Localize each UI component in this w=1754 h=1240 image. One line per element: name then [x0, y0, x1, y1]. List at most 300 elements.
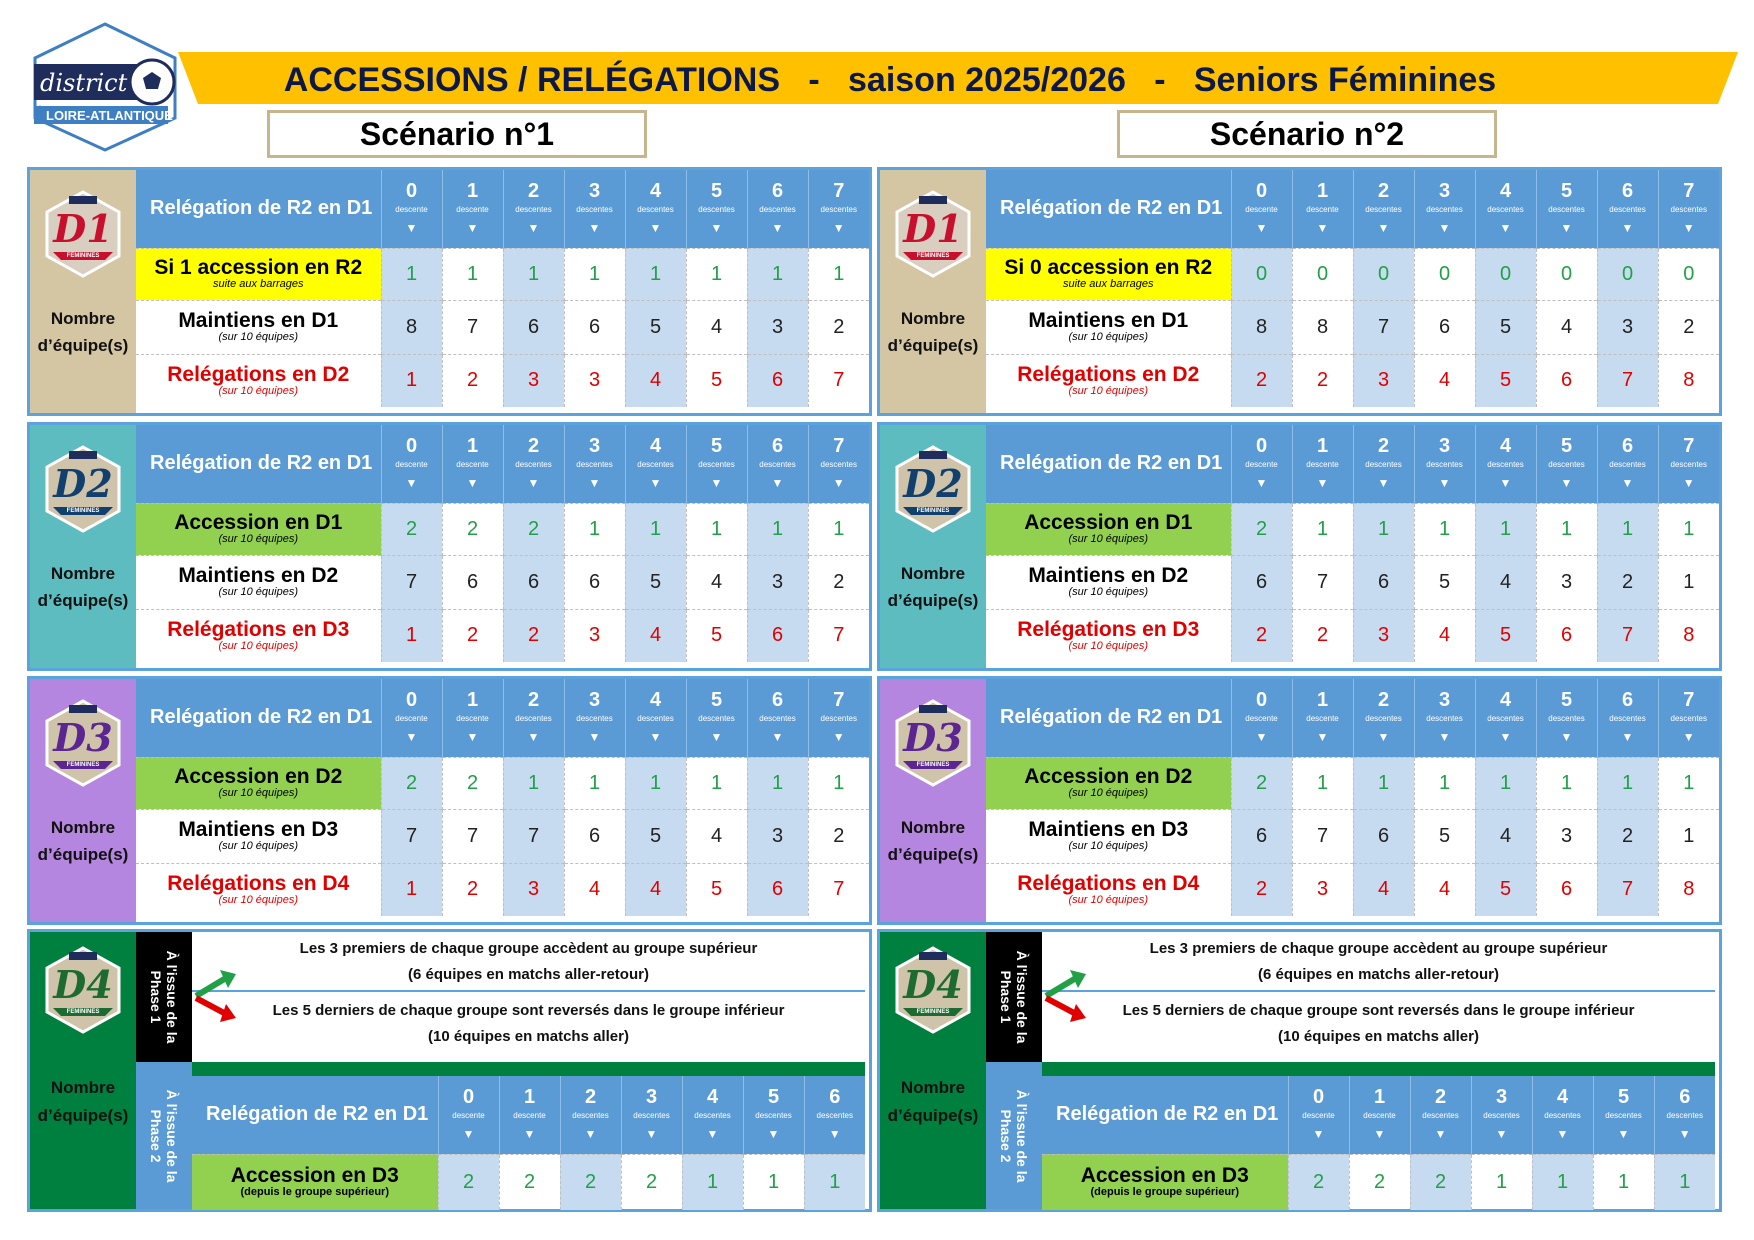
nombre-label: Nombre	[900, 564, 966, 583]
scenario1-d2-block	[27, 422, 872, 671]
column-descente: descente	[1245, 460, 1278, 469]
row-label	[986, 609, 1231, 662]
d1-badge-logo	[893, 188, 973, 280]
row-label-main: Accession en D3	[230, 1164, 399, 1188]
table-cell: 1	[1475, 757, 1536, 809]
row-label-sub: (sur 10 équipes)	[218, 533, 298, 545]
d1-badge-text: D1	[53, 206, 113, 251]
chevron-down-icon: ▼	[588, 730, 601, 744]
d2-side-panel	[880, 425, 986, 668]
chevron-down-icon: ▼	[1678, 1127, 1691, 1141]
column-descente: descentes	[1605, 1111, 1642, 1120]
logo-district-text: district	[40, 69, 128, 97]
table-cell: 4	[625, 354, 686, 407]
table-cell: 6	[1536, 863, 1597, 916]
table-cell: 1	[808, 757, 869, 809]
column-descente: descente	[1245, 205, 1278, 214]
column-header	[503, 170, 564, 248]
chevron-down-icon: ▼	[405, 221, 418, 235]
chevron-down-icon: ▼	[1434, 1127, 1447, 1141]
table-cell: 1	[808, 248, 869, 300]
chevron-down-icon: ▼	[1495, 1127, 1508, 1141]
row-label	[136, 300, 381, 354]
row-label	[136, 555, 381, 609]
chevron-down-icon: ▼	[1682, 476, 1695, 490]
column-number: 4	[649, 180, 662, 202]
column-number: 2	[584, 1086, 597, 1108]
column-descente: descente	[395, 205, 428, 214]
column-number: 4	[1499, 180, 1512, 202]
d1-badge-subtext: FEMININES	[66, 253, 100, 259]
column-header	[1536, 679, 1597, 757]
green-separator	[1042, 1062, 1715, 1076]
column-descente: descentes	[637, 714, 674, 723]
column-header	[1536, 170, 1597, 248]
column-header	[686, 170, 747, 248]
table-cell: 3	[1597, 300, 1658, 354]
table-cell: 4	[625, 863, 686, 916]
column-descente: descentes	[1670, 714, 1707, 723]
table-cell: 7	[1292, 555, 1353, 609]
table-cell: 5	[1475, 354, 1536, 407]
table-cell: 2	[1410, 1154, 1471, 1210]
table-cell: 2	[1292, 609, 1353, 662]
row-label-main: Maintiens en D2	[1028, 564, 1189, 587]
table-cell: 2	[1231, 503, 1292, 555]
column-descente: descentes	[759, 205, 796, 214]
column-number: 7	[1683, 689, 1695, 711]
table-cell: 2	[808, 555, 869, 609]
table-cell: 6	[1353, 555, 1414, 609]
column-descente: descentes	[694, 1111, 731, 1120]
table-cell: 3	[747, 300, 808, 354]
chevron-down-icon: ▼	[1373, 1127, 1386, 1141]
table-cell: 1	[686, 248, 747, 300]
row-label-sub: (sur 10 équipes)	[1068, 787, 1148, 799]
row-label-main: Si 0 accession en R2	[1004, 256, 1213, 279]
column-header	[503, 679, 564, 757]
nombre-label: Nombre	[50, 309, 116, 328]
column-header	[1353, 170, 1414, 248]
column-descente: descente	[456, 205, 489, 214]
column-descente: descentes	[755, 1111, 792, 1120]
row-label	[136, 609, 381, 662]
chevron-down-icon: ▼	[645, 1127, 658, 1141]
d1-badge-subtext: FEMININES	[916, 253, 950, 259]
column-number: 6	[771, 435, 784, 457]
d1-table	[136, 170, 869, 407]
header-label: Relégation de R2 en D1	[986, 425, 1231, 503]
column-number: 6	[1621, 180, 1634, 202]
table-cell: 7	[1597, 354, 1658, 407]
row-label-sub: (sur 10 équipes)	[218, 384, 298, 397]
column-header	[564, 679, 625, 757]
column-descente: descente	[395, 460, 428, 469]
table-cell: 1	[1471, 1154, 1532, 1210]
table-cell: 4	[564, 863, 625, 916]
row-label-main: Maintiens en D1	[178, 309, 339, 332]
page-title: ACCESSIONS / RELÉGATIONS - saison 2025/2026 - Seniors Féminines	[283, 61, 1497, 99]
row-label-main: Si 1 accession en R2	[154, 256, 363, 279]
table-cell: 2	[442, 609, 503, 662]
logo-loire-text: LOIRE-ATLANTIQUE	[46, 108, 173, 123]
chevron-down-icon: ▼	[767, 1127, 780, 1141]
column-number: 2	[1377, 689, 1390, 711]
column-header	[1292, 425, 1353, 503]
column-header	[1292, 679, 1353, 757]
table-cell: 4	[1414, 609, 1475, 662]
column-header	[747, 170, 808, 248]
column-header	[1292, 170, 1353, 248]
relegation-line-2: (10 équipes en matchs aller)	[1278, 1028, 1479, 1045]
row-label	[136, 354, 381, 407]
table-cell: 6	[747, 863, 808, 916]
column-descente: descentes	[572, 1111, 609, 1120]
table-cell: 1	[1475, 503, 1536, 555]
column-header	[564, 425, 625, 503]
table-cell: 1	[442, 248, 503, 300]
table-cell: 1	[503, 248, 564, 300]
phase-2-label: À l'issue de la Phase 2	[148, 1089, 180, 1182]
phase-1-relegation-message	[1042, 994, 1715, 1054]
d3-badge-subtext: FEMININES	[916, 762, 950, 768]
table-cell: 2	[442, 757, 503, 809]
column-header	[1414, 170, 1475, 248]
d4-badge-subtext: FEMININES	[66, 1009, 100, 1015]
row-label	[136, 809, 381, 863]
column-descente: descentes	[515, 714, 552, 723]
column-number: 1	[466, 689, 479, 711]
chevron-down-icon: ▼	[771, 476, 784, 490]
column-descente: descentes	[698, 714, 735, 723]
table-cell: 4	[1353, 863, 1414, 916]
table-row	[986, 248, 1719, 300]
column-number: 5	[710, 180, 723, 202]
chevron-down-icon: ▼	[1312, 1127, 1325, 1141]
chevron-down-icon: ▼	[1621, 221, 1634, 235]
column-number: 0	[405, 689, 418, 711]
row-label-main: Relégations en D3	[1017, 617, 1200, 641]
chevron-down-icon: ▼	[523, 1127, 536, 1141]
column-number: 5	[1560, 435, 1573, 457]
table-cell: 3	[747, 555, 808, 609]
d3-table	[986, 679, 1719, 916]
relegation-line-1: Les 5 derniers de chaque groupe sont reversés dans le groupe inférieur	[272, 1002, 785, 1019]
column-descente: descente	[1245, 714, 1278, 723]
table-cell: 2	[808, 809, 869, 863]
scenario2-d1-block	[877, 167, 1722, 416]
row-label	[986, 300, 1231, 354]
table-cell: 2	[808, 300, 869, 354]
table-cell: 3	[503, 863, 564, 916]
column-number: 0	[405, 180, 418, 202]
column-number: 7	[833, 435, 845, 457]
promotion-line-1: Les 3 premiers de chaque groupe accèdent au groupe supérieur	[299, 940, 758, 957]
chevron-down-icon: ▼	[1377, 221, 1390, 235]
d4-side-panel	[30, 932, 136, 1209]
d3-badge-logo	[43, 697, 123, 789]
phase-1-label-box	[136, 932, 192, 1062]
row-label-main: Relégations en D3	[167, 617, 350, 641]
table-cell: 1	[686, 503, 747, 555]
d4-badge-text: D4	[53, 962, 113, 1007]
table-cell: 1	[1353, 503, 1414, 555]
column-header	[747, 425, 808, 503]
column-number: 0	[1255, 689, 1268, 711]
table-cell: 2	[1288, 1154, 1349, 1210]
column-header	[1471, 1076, 1532, 1154]
column-number: 3	[645, 1086, 658, 1108]
equipes-label: d’équipe(s)	[37, 1106, 129, 1125]
phase-2-label-box	[136, 1062, 192, 1209]
column-number: 5	[767, 1086, 780, 1108]
d2-side-panel	[30, 425, 136, 668]
d2-badge-subtext: FEMININES	[916, 508, 950, 514]
d4-table	[192, 1076, 865, 1210]
chevron-down-icon: ▼	[1682, 730, 1695, 744]
row-label-main: Accession en D2	[1024, 765, 1193, 788]
column-number: 3	[1438, 435, 1451, 457]
table-cell: 2	[1597, 809, 1658, 863]
column-number: 7	[1683, 435, 1695, 457]
table-cell: 6	[1536, 354, 1597, 407]
column-descente: descentes	[759, 460, 796, 469]
d1-side-panel	[30, 170, 136, 413]
table-cell: 1	[1593, 1154, 1654, 1210]
column-descente: descentes	[1365, 460, 1402, 469]
column-descente: descentes	[820, 714, 857, 723]
table-cell: 1	[1597, 757, 1658, 809]
chevron-down-icon: ▼	[1316, 221, 1329, 235]
table-cell: 3	[564, 354, 625, 407]
column-descente: descentes	[1548, 714, 1585, 723]
table-cell: 0	[1231, 248, 1292, 300]
column-descente: descentes	[1426, 205, 1463, 214]
chevron-down-icon: ▼	[1682, 221, 1695, 235]
column-descente: descentes	[576, 205, 613, 214]
phase-1-label: À l'issue de la Phase 1	[148, 950, 180, 1044]
column-descente: descente	[456, 714, 489, 723]
promotion-line-1: Les 3 premiers de chaque groupe accèdent au groupe supérieur	[1149, 940, 1608, 957]
nombre-label: Nombre	[900, 818, 966, 837]
scenario2-d3-block	[877, 676, 1722, 925]
column-header	[499, 1076, 560, 1154]
chevron-down-icon: ▼	[462, 1127, 475, 1141]
chevron-down-icon: ▼	[466, 476, 479, 490]
column-header	[438, 1076, 499, 1154]
d1-badge-logo	[43, 188, 123, 280]
table-cell: 3	[747, 809, 808, 863]
column-header	[564, 170, 625, 248]
table-cell: 2	[560, 1154, 621, 1210]
column-descente: descentes	[816, 1111, 853, 1120]
scenario1-d3-block	[27, 676, 872, 925]
column-descente: descente	[1302, 1111, 1335, 1120]
scenario-2-title: Scénario n°2	[1117, 110, 1497, 158]
column-number: 2	[1434, 1086, 1447, 1108]
arrow-down-icon	[192, 994, 236, 1024]
row-label-sub: (sur 10 équipes)	[1068, 384, 1148, 397]
column-descente: descentes	[1670, 205, 1707, 214]
d3-badge-text: D3	[903, 715, 963, 760]
column-descente: descentes	[1483, 1111, 1520, 1120]
column-header	[686, 425, 747, 503]
d1-side-panel	[880, 170, 986, 413]
column-number: 5	[1560, 689, 1573, 711]
row-label-main: Accession en D1	[1024, 511, 1193, 534]
equipes-label: d’équipe(s)	[887, 336, 979, 355]
chevron-down-icon: ▼	[584, 1127, 597, 1141]
column-header	[625, 170, 686, 248]
table-cell: 5	[1475, 609, 1536, 662]
d4-badge-logo	[893, 944, 973, 1036]
table-cell: 5	[1414, 809, 1475, 863]
table-cell: 1	[808, 503, 869, 555]
column-descente: descentes	[698, 460, 735, 469]
column-descente: descentes	[1609, 460, 1646, 469]
chevron-down-icon: ▼	[649, 476, 662, 490]
table-row	[136, 300, 869, 354]
chevron-down-icon: ▼	[1438, 476, 1451, 490]
column-number: 3	[588, 180, 601, 202]
column-number: 1	[466, 435, 479, 457]
column-header	[1475, 679, 1536, 757]
row-label-sub: (sur 10 équipes)	[218, 840, 298, 852]
column-number: 0	[405, 435, 418, 457]
row-label	[192, 1154, 438, 1210]
chevron-down-icon: ▼	[588, 221, 601, 235]
table-cell: 1	[381, 863, 442, 916]
column-header	[1475, 425, 1536, 503]
column-number: 6	[771, 180, 784, 202]
chevron-down-icon: ▼	[405, 730, 418, 744]
phase-1-label-box	[986, 932, 1042, 1062]
table-cell: 2	[1349, 1154, 1410, 1210]
column-descente: descentes	[637, 205, 674, 214]
column-header	[1532, 1076, 1593, 1154]
row-label-main: Maintiens en D3	[178, 818, 339, 841]
table-cell: 2	[499, 1154, 560, 1210]
column-descente: descente	[452, 1111, 485, 1120]
row-label-main: Relégations en D2	[167, 362, 350, 386]
d3-side-panel	[880, 679, 986, 922]
equipes-label: d’équipe(s)	[37, 845, 129, 864]
column-header	[442, 425, 503, 503]
table-cell: 1	[1597, 503, 1658, 555]
row-label	[136, 757, 381, 809]
table-cell: 6	[564, 555, 625, 609]
column-number: 4	[1499, 435, 1512, 457]
table-cell: 1	[747, 503, 808, 555]
column-header	[503, 425, 564, 503]
column-number: 5	[710, 435, 723, 457]
row-label-main: Maintiens en D2	[178, 564, 339, 587]
column-descente: descentes	[1487, 714, 1524, 723]
table-cell: 4	[1536, 300, 1597, 354]
header-label: Relégation de R2 en D1	[136, 170, 381, 248]
equipes-label: d’équipe(s)	[887, 591, 979, 610]
column-descente: descente	[456, 460, 489, 469]
chevron-down-icon: ▼	[1255, 221, 1268, 235]
column-number: 2	[1377, 435, 1390, 457]
table-cell: 1	[1658, 555, 1719, 609]
table-cell: 1	[747, 757, 808, 809]
column-number: 0	[1255, 180, 1268, 202]
column-number: 6	[1621, 435, 1634, 457]
column-number: 6	[829, 1086, 841, 1108]
table-cell: 7	[442, 300, 503, 354]
column-descente: descentes	[1609, 714, 1646, 723]
table-cell: 1	[686, 757, 747, 809]
table-cell: 7	[381, 809, 442, 863]
table-cell: 5	[625, 300, 686, 354]
row-label-sub: (depuis le groupe supérieur)	[240, 1186, 390, 1199]
row-label-sub: (sur 10 équipes)	[1068, 840, 1148, 852]
table-cell: 6	[1536, 609, 1597, 662]
column-number: 4	[706, 1086, 719, 1108]
phase-1-label: À l'issue de la Phase 1	[998, 950, 1030, 1044]
chevron-down-icon: ▼	[1438, 221, 1451, 235]
chevron-down-icon: ▼	[527, 221, 540, 235]
column-header	[686, 679, 747, 757]
table-cell: 6	[747, 354, 808, 407]
column-number: 2	[527, 689, 540, 711]
promotion-line-2: (6 équipes en matchs aller-retour)	[1258, 966, 1499, 983]
column-header	[808, 679, 869, 757]
table-cell: 0	[1475, 248, 1536, 300]
table-cell: 1	[1414, 503, 1475, 555]
column-header	[1658, 679, 1719, 757]
d1-table	[986, 170, 1719, 407]
column-header	[560, 1076, 621, 1154]
row-label-sub: (sur 10 équipes)	[218, 586, 298, 598]
table-cell: 3	[1353, 609, 1414, 662]
row-label	[986, 248, 1231, 300]
table-row	[136, 248, 869, 300]
column-header	[442, 679, 503, 757]
column-descente: descentes	[515, 205, 552, 214]
table-cell: 2	[1231, 354, 1292, 407]
table-cell: 2	[1658, 300, 1719, 354]
row-label-sub: (sur 10 équipes)	[1068, 533, 1148, 545]
column-number: 3	[588, 435, 601, 457]
table-cell: 6	[503, 300, 564, 354]
table-cell: 8	[1231, 300, 1292, 354]
d3-badge-text: D3	[53, 715, 113, 760]
table-cell: 2	[503, 609, 564, 662]
column-descente: descentes	[1487, 205, 1524, 214]
column-descente: descente	[395, 714, 428, 723]
column-header	[381, 170, 442, 248]
column-header	[621, 1076, 682, 1154]
table-cell: 1	[1658, 503, 1719, 555]
nombre-label: Nombre	[900, 309, 966, 328]
column-descente: descentes	[1666, 1111, 1703, 1120]
table-cell: 1	[1536, 757, 1597, 809]
scenario2-d4-block	[877, 929, 1722, 1212]
row-label	[1042, 1154, 1288, 1210]
chevron-down-icon: ▼	[1556, 1127, 1569, 1141]
table-cell: 0	[1414, 248, 1475, 300]
table-cell: 2	[438, 1154, 499, 1210]
table-cell: 2	[381, 503, 442, 555]
d3-table	[136, 679, 869, 916]
chevron-down-icon: ▼	[771, 730, 784, 744]
table-cell: 2	[1231, 863, 1292, 916]
equipes-label: d’équipe(s)	[887, 845, 979, 864]
table-cell: 3	[503, 354, 564, 407]
table-cell: 5	[686, 863, 747, 916]
